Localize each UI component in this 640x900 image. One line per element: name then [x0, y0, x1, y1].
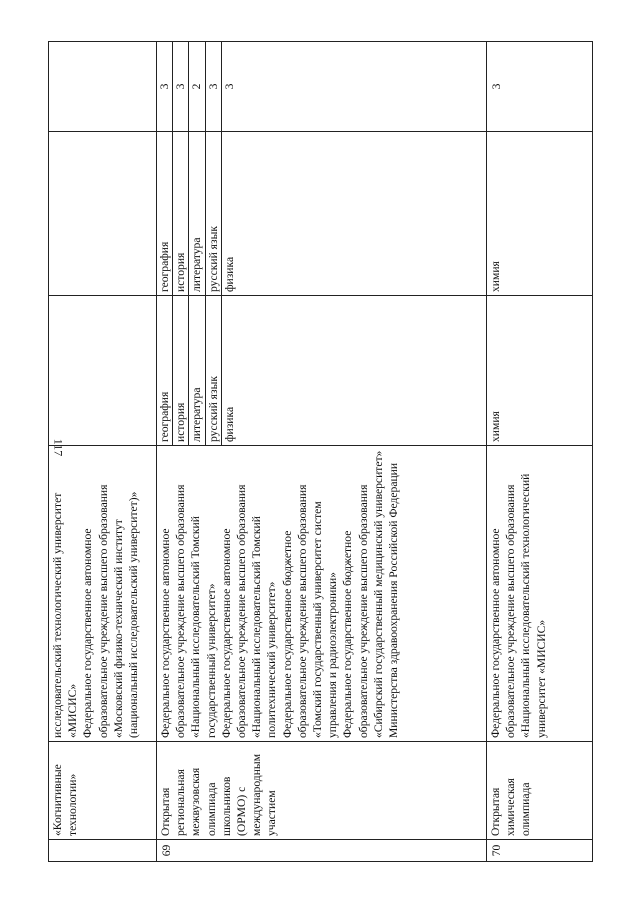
levels-cell	[157, 42, 487, 132]
profile-item: география	[157, 296, 173, 445]
organizers-cell	[49, 446, 157, 742]
profiles-cell	[157, 296, 487, 446]
olympiad-table	[48, 41, 593, 862]
profiles-cell	[49, 296, 157, 446]
profile-item: физика	[222, 406, 236, 442]
row-number: 70	[487, 840, 593, 862]
level-item: 3	[205, 42, 221, 131]
olympiad-name: Открытая региональная межвузовская олимпиада школьников (ОРМО) с международным участием	[157, 742, 487, 840]
organizer: Федеральное государственное автономное образовательное учреждение высшего образования «Национальный исследовательский Томский государственный университет»	[159, 484, 218, 738]
profiles-list	[157, 296, 297, 445]
organizers-cell	[487, 446, 593, 742]
page-number: 117	[51, 438, 66, 457]
subjects-list	[157, 132, 297, 295]
table-row	[157, 42, 487, 862]
subjects-cell	[49, 132, 157, 296]
levels-list	[157, 42, 297, 131]
rotated-table-page	[48, 42, 592, 862]
level-item: 3	[157, 42, 173, 131]
level-item: 3	[173, 42, 189, 131]
organizer: исследовательский технологический университет «МИСИС»	[51, 492, 80, 738]
profile-item: русский язык	[205, 296, 221, 445]
levels-cell	[49, 42, 157, 132]
organizer: Федеральное государственное бюджетное образовательное учреждение высшего образования «Сибирский государственный медицинский университет» Министерства здравоохранения Российской Федерации	[341, 450, 401, 738]
row-number	[49, 840, 157, 862]
subject-item: история	[173, 132, 189, 295]
organizers-cell	[157, 446, 487, 742]
profile-item: история	[173, 296, 189, 445]
table-row	[487, 42, 593, 862]
profile-item: литература	[189, 296, 205, 445]
olympiad-name: Открытая химическая олимпиада	[487, 742, 593, 840]
level-item: 3	[222, 83, 236, 90]
organizer: Федеральное государственное автономное образовательное учреждение высшего образования «Национальный исследовательский Томский политехнический университет»	[219, 484, 279, 738]
subject-item: литература	[189, 132, 205, 295]
subject-item: география	[157, 132, 173, 295]
organizer: Федеральное государственное автономное образовательное учреждение высшего образования «Национальный исследовательский технологический университет «МИСИС»	[489, 473, 548, 738]
organizer: Федеральное государственное бюджетное образовательное учреждение высшего образования «Томский государственный университет систем управления и радиоэлектроники»	[280, 484, 340, 738]
row-number: 69	[157, 840, 487, 862]
level-item: 2	[189, 42, 205, 131]
organizer: Федеральное государственное автономное образовательное учреждение высшего образования «Московский физико-технический институт (национальный исследовательский университет)»	[81, 484, 141, 738]
profile-item: химия	[487, 296, 593, 446]
subject-item: химия	[487, 132, 593, 296]
level-item: 3	[487, 42, 593, 132]
subject-item: русский язык	[205, 132, 221, 295]
subject-item: физика	[222, 256, 236, 292]
table-row	[49, 42, 157, 862]
olympiad-name: «Когнитивные технологии»	[49, 742, 157, 840]
subjects-cell	[157, 132, 487, 296]
